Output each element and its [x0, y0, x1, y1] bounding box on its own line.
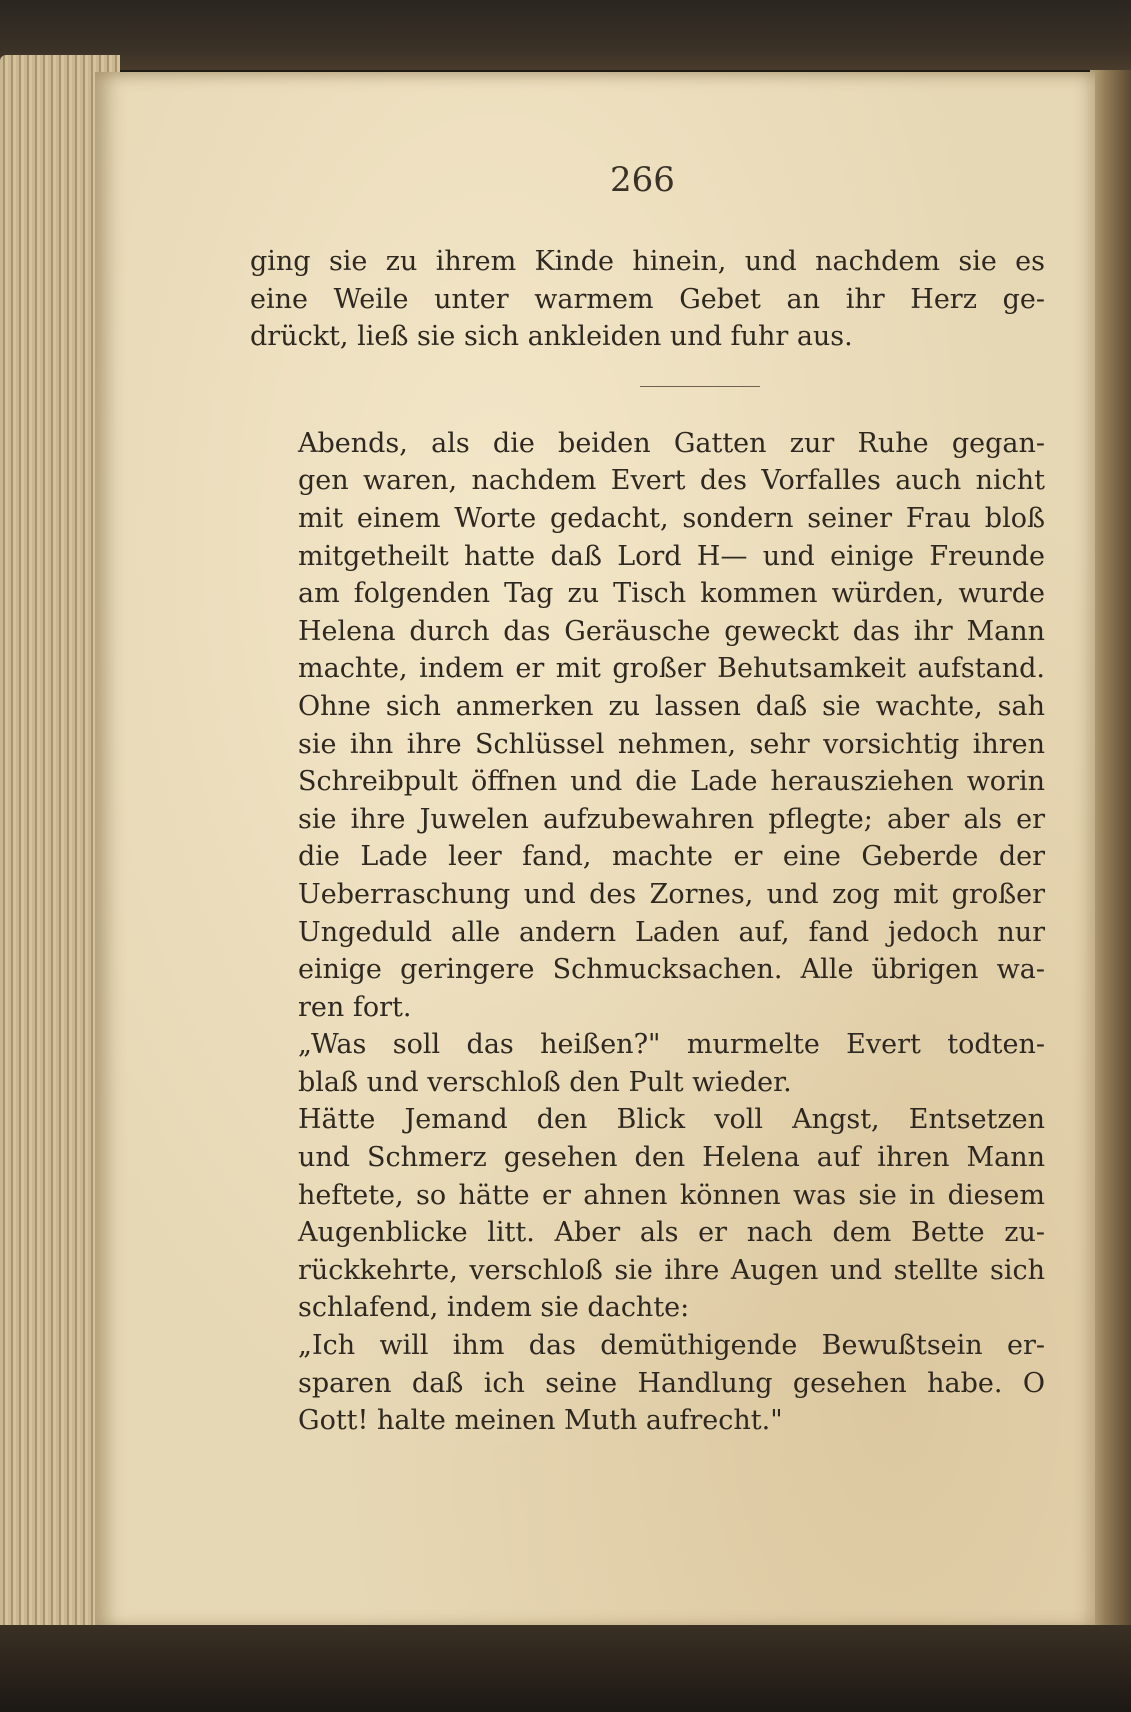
paragraph-1	[250, 243, 1045, 356]
text-line: Schreibpult öffnen und die Lade herausziehen worin	[298, 766, 1045, 798]
text-line: „Was soll das heißen?" murmelte Evert todten-	[298, 1029, 1045, 1061]
text-line: ging sie zu ihrem Kinde hinein, und nachdem sie es	[250, 246, 1045, 277]
text-line: Ueberraschung und des Zornes, und zog mit großer	[298, 878, 1045, 910]
text-line: gen waren, nachdem Evert des Vorfalles auch nicht	[298, 465, 1045, 497]
paragraph-5	[250, 1327, 1045, 1440]
text-line: machte, indem er mit großer Behutsamkeit aufstand.	[298, 653, 1045, 685]
text-line: ren fort.	[298, 991, 412, 1023]
text-line: drückt, ließ sie sich ankleiden und fuhr aus.	[250, 321, 853, 353]
paragraph-2	[250, 425, 1045, 1027]
text-line: Ungeduld alle andern Laden auf, fand jedoch nur	[298, 916, 1045, 948]
text-line: Augenblicke litt. Aber als er nach dem Bette zu-	[298, 1217, 1045, 1249]
paragraph-3	[250, 1026, 1045, 1101]
text-line: mit einem Worte gedacht, sondern seiner Frau bloß	[298, 502, 1045, 534]
text-line: rückkehrte, verschloß sie ihre Augen und stellte sich	[298, 1254, 1045, 1286]
text-line: Hätte Jemand den Blick voll Angst, Entsetzen	[298, 1104, 1045, 1136]
page-text	[250, 243, 1045, 1440]
text-line: Helena durch das Geräusche geweckt das ihr Mann	[298, 615, 1045, 647]
book-cover-bottom	[0, 1625, 1131, 1712]
paragraph-4	[250, 1101, 1045, 1327]
text-line: am folgenden Tag zu Tisch kommen würden, wurde	[298, 578, 1045, 610]
text-line: mitgetheilt hatte daß Lord H— und einige Freunde	[298, 540, 1045, 572]
text-line: Abends, als die beiden Gatten zur Ruhe gegan-	[298, 427, 1045, 459]
text-line: heftete, so hätte er ahnen können was sie in diesem	[298, 1179, 1045, 1211]
text-line: die Lade leer fand, machte er eine Geberde der	[298, 841, 1045, 873]
book-cover-top	[0, 0, 1131, 70]
text-line: Ohne sich anmerken zu lassen daß sie wachte, sah	[298, 690, 1045, 722]
text-line: und Schmerz gesehen den Helena auf ihren Mann	[298, 1142, 1045, 1174]
text-line: schlafend, indem sie dachte:	[298, 1292, 690, 1324]
text-line: sie ihre Juwelen aufzubewahren pflegte; aber als er	[298, 803, 1045, 835]
text-line: eine Weile unter warmem Gebet an ihr Herz ge-	[250, 283, 1045, 315]
page-gutter-edge	[1090, 70, 1131, 1630]
text-line: „Ich will ihm das demüthigende Bewußtsein er-	[298, 1330, 1045, 1362]
text-line: einige geringere Schmucksachen. Alle übrigen wa-	[298, 954, 1045, 986]
page-number: 266	[610, 160, 675, 200]
section-divider	[640, 386, 760, 387]
text-line: Gott! halte meinen Muth aufrecht."	[298, 1405, 783, 1437]
text-line: sie ihn ihre Schlüssel nehmen, sehr vorsichtig ihren	[298, 728, 1045, 760]
text-line: blaß und verschloß den Pult wieder.	[298, 1066, 792, 1098]
text-line: sparen daß ich seine Handlung gesehen habe. O	[298, 1367, 1045, 1399]
